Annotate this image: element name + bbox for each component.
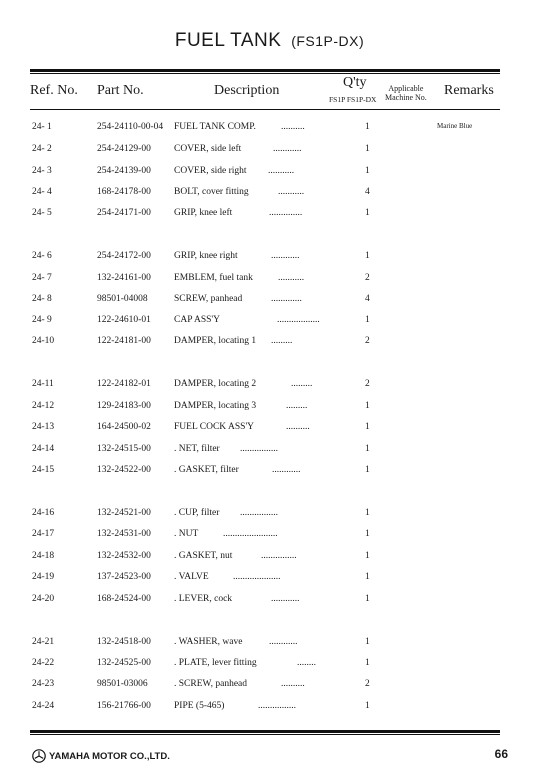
header-bottom-rule: [30, 109, 500, 110]
qty-cell: 1: [365, 166, 370, 176]
qty-cell: 1: [365, 572, 370, 582]
qty-cell: 1: [365, 658, 370, 668]
description-cell: . LEVER, cock: [174, 594, 233, 604]
part-no-cell: 132-24521-00: [97, 508, 151, 518]
part-no-cell: 254-24129-00: [97, 144, 151, 154]
yamaha-logo-icon: [32, 749, 46, 763]
qty-cell: 1: [365, 444, 370, 454]
leader-dots: ..........: [281, 679, 305, 689]
qty-cell: 2: [365, 273, 370, 283]
part-no-cell: 122-24182-01: [97, 379, 151, 389]
qty-cell: 4: [365, 187, 370, 197]
remarks-cell: Marine Blue: [437, 122, 473, 130]
page-title: [0, 30, 539, 52]
ref-no-cell: 24-15: [32, 465, 55, 475]
description-cell: COVER, side right: [174, 166, 247, 176]
part-no-cell: 168-24524-00: [97, 594, 151, 604]
description-cell: GRIP, knee left: [174, 208, 233, 218]
table-row: [0, 401, 539, 417]
table-row: [0, 273, 539, 289]
table-row: [0, 637, 539, 653]
leader-dots: ............: [272, 465, 301, 475]
leader-dots: .............: [271, 294, 302, 304]
leader-dots: ................: [240, 508, 278, 518]
description-cell: DAMPER, locating 2: [174, 379, 257, 389]
leader-dots: ...............: [261, 551, 297, 561]
description-cell: DAMPER, locating 1: [174, 336, 257, 346]
description-cell: EMBLEM, fuel tank: [174, 273, 253, 283]
description-cell: . NET, filter: [174, 444, 220, 454]
part-no-cell: 132-24515-00: [97, 444, 151, 454]
part-no-cell: 156-21766-00: [97, 701, 151, 711]
leader-dots: ............: [269, 637, 298, 647]
leader-dots: .........: [271, 336, 293, 346]
leader-dots: ............: [273, 144, 302, 154]
description-cell: . GASKET, nut: [174, 551, 233, 561]
qty-cell: 1: [365, 251, 370, 261]
table-row: [0, 594, 539, 610]
ref-no-cell: 24-20: [32, 594, 55, 604]
qty-cell: 1: [365, 701, 370, 711]
brand-name: YAMAHA MOTOR CO.,LTD.: [49, 750, 170, 762]
part-no-cell: 164-24500-02: [97, 422, 151, 432]
qty-cell: 2: [365, 336, 370, 346]
ref-no-cell: 24- 9: [32, 315, 52, 325]
leader-dots: ................: [240, 444, 278, 454]
col-header-description: Description: [214, 83, 280, 98]
part-no-cell: 132-24525-00: [97, 658, 151, 668]
part-no-cell: 132-24522-00: [97, 465, 151, 475]
qty-cell: 1: [365, 315, 370, 325]
table-row: [0, 208, 539, 224]
ref-no-cell: 24-17: [32, 529, 55, 539]
header-top-rule: [30, 69, 500, 72]
description-cell: . WASHER, wave: [174, 637, 243, 647]
description-cell: CAP ASS'Y: [174, 315, 220, 325]
table-row: [0, 465, 539, 481]
table-row: [0, 187, 539, 203]
ref-no-cell: 24-10: [32, 336, 55, 346]
table-row: [0, 658, 539, 674]
leader-dots: ............: [271, 594, 300, 604]
description-cell: . PLATE, lever fitting: [174, 658, 257, 668]
leader-dots: ..............: [269, 208, 303, 218]
qty-cell: 1: [365, 422, 370, 432]
leader-dots: ............: [271, 251, 300, 261]
ref-no-cell: 24-19: [32, 572, 55, 582]
table-row: [0, 294, 539, 310]
ref-no-cell: 24-21: [32, 637, 55, 647]
description-cell: DAMPER, locating 3: [174, 401, 257, 411]
table-row: [0, 551, 539, 567]
leader-dots: ...........: [278, 187, 305, 197]
ref-no-cell: 24-18: [32, 551, 55, 561]
leader-dots: ..................: [277, 315, 320, 325]
ref-no-cell: 24-13: [32, 422, 55, 432]
leader-dots: ....................: [233, 572, 281, 582]
table-row: [0, 122, 539, 138]
table-row: [0, 701, 539, 717]
leader-dots: ..........: [281, 122, 305, 132]
col-header-remarks: Remarks: [444, 83, 494, 98]
table-row: [0, 251, 539, 267]
leader-dots: .........: [291, 379, 313, 389]
description-cell: . SCREW, panhead: [174, 679, 248, 689]
ref-no-cell: 24- 7: [32, 273, 52, 283]
part-no-cell: 132-24518-00: [97, 637, 151, 647]
table-row: [0, 679, 539, 695]
description-cell: PIPE (5-465): [174, 701, 225, 711]
ref-no-cell: 24- 6: [32, 251, 52, 261]
qty-cell: 1: [365, 551, 370, 561]
qty-cell: 1: [365, 401, 370, 411]
footer-rule-thin: [30, 734, 500, 735]
part-no-cell: 168-24178-00: [97, 187, 151, 197]
title-model: (FS1P-DX): [291, 33, 365, 49]
ref-no-cell: 24-12: [32, 401, 55, 411]
description-cell: FUEL COCK ASS'Y: [174, 422, 255, 432]
table-row: [0, 336, 539, 352]
part-no-cell: 132-24161-00: [97, 273, 151, 283]
description-cell: . NUT: [174, 529, 199, 539]
part-no-cell: 254-24172-00: [97, 251, 151, 261]
description-cell: FUEL TANK COMP.: [174, 122, 256, 132]
table-row: [0, 508, 539, 524]
leader-dots: ........: [297, 658, 316, 668]
col-header-applicable: Applicable Machine No.: [385, 84, 427, 102]
qty-cell: 1: [365, 122, 370, 132]
table-row: [0, 315, 539, 331]
description-cell: SCREW, panhead: [174, 294, 243, 304]
part-no-cell: 137-24523-00: [97, 572, 151, 582]
part-no-cell: 98501-04008: [97, 294, 148, 304]
leader-dots: ...........: [268, 166, 295, 176]
ref-no-cell: 24- 1: [32, 122, 52, 132]
ref-no-cell: 24- 3: [32, 166, 52, 176]
leader-dots: ...........: [278, 273, 305, 283]
leader-dots: .........: [286, 401, 308, 411]
description-cell: BOLT, cover fitting: [174, 187, 249, 197]
part-no-cell: 254-24171-00: [97, 208, 151, 218]
part-no-cell: 122-24610-01: [97, 315, 151, 325]
ref-no-cell: 24- 4: [32, 187, 52, 197]
table-row: [0, 444, 539, 460]
part-no-cell: 254-24110-00-04: [97, 122, 164, 132]
part-no-cell: 129-24183-00: [97, 401, 151, 411]
col-header-qty: Q'ty: [343, 75, 367, 90]
part-no-cell: 122-24181-00: [97, 336, 151, 346]
part-no-cell: 132-24531-00: [97, 529, 151, 539]
qty-cell: 2: [365, 679, 370, 689]
ref-no-cell: 24- 8: [32, 294, 52, 304]
header-top-rule-thin: [30, 73, 500, 74]
ref-no-cell: 24-23: [32, 679, 55, 689]
qty-cell: 1: [365, 144, 370, 154]
qty-cell: 1: [365, 208, 370, 218]
table-row: [0, 422, 539, 438]
qty-cell: 2: [365, 379, 370, 389]
title-main: FUEL TANK: [174, 30, 282, 51]
table-row: [0, 529, 539, 545]
description-cell: . VALVE: [174, 572, 209, 582]
description-cell: COVER, side left: [174, 144, 242, 154]
col-header-ref-no: Ref. No.: [30, 83, 78, 98]
leader-dots: ..........: [286, 422, 310, 432]
part-no-cell: 132-24532-00: [97, 551, 151, 561]
qty-cell: 4: [365, 294, 370, 304]
qty-cell: 1: [365, 465, 370, 475]
qty-cell: 1: [365, 529, 370, 539]
leader-dots: ................: [258, 701, 296, 711]
qty-cell: 1: [365, 594, 370, 604]
col-header-part-no: Part No.: [97, 83, 144, 98]
ref-no-cell: 24- 5: [32, 208, 52, 218]
col-header-qty-models: FS1P FS1P-DX: [329, 95, 377, 104]
page-number: 66: [494, 747, 508, 761]
table-row: [0, 166, 539, 182]
table-row: [0, 572, 539, 588]
description-cell: GRIP, knee right: [174, 251, 238, 261]
table-row: [0, 144, 539, 160]
footer-rule: [30, 730, 500, 733]
ref-no-cell: 24-11: [32, 379, 54, 389]
part-no-cell: 98501-03006: [97, 679, 148, 689]
ref-no-cell: 24-24: [32, 701, 55, 711]
qty-cell: 1: [365, 637, 370, 647]
ref-no-cell: 24-16: [32, 508, 55, 518]
table-row: [0, 379, 539, 395]
part-no-cell: 254-24139-00: [97, 166, 151, 176]
description-cell: . CUP, filter: [174, 508, 220, 518]
ref-no-cell: 24-14: [32, 444, 55, 454]
description-cell: . GASKET, filter: [174, 465, 239, 475]
leader-dots: .......................: [223, 529, 278, 539]
qty-cell: 1: [365, 508, 370, 518]
brand-footer: [32, 748, 170, 764]
ref-no-cell: 24- 2: [32, 144, 52, 154]
ref-no-cell: 24-22: [32, 658, 55, 668]
